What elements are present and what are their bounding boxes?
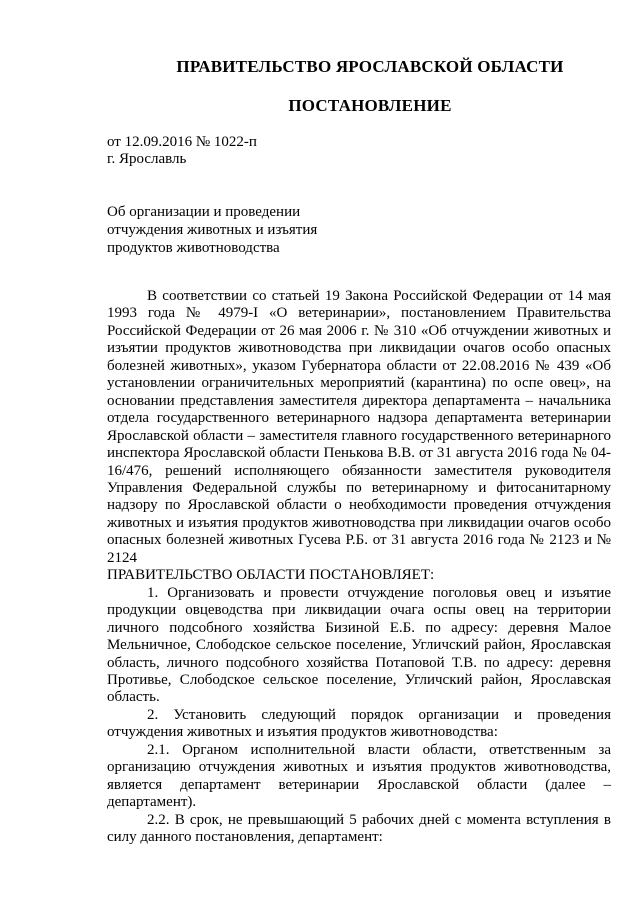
authority-title: ПРАВИТЕЛЬСТВО ЯРОСЛАВСКОЙ ОБЛАСТИ [176, 57, 564, 76]
city: г. Ярославль [107, 151, 187, 167]
item-1-paragraph: 1. Организовать и провести отчуждение поголовья овец и изъятие продукции овцеводства при ликвидации очага оспы овец на территории личного подсобного хозяйства Бизиной Е.Б. по адресу: деревня Малое Мельничное, Слободское сельское поселение, Угличский район, Ярославская область, личного подсобного хозяйства Потаповой Т.В. по адресу: деревня Противье, Слободское сельское поселение, Угличский район, Ярославская область. [107, 584, 611, 706]
preamble-paragraph: В соответствии со статьей 19 Закона Российской Федерации от 14 мая 1993 года № 4979-I «О ветеринарии», постановлением Правительства Российской Федерации от 26 мая 2006 г. № 310 «Об отчуждении животных и изъятии продуктов животноводства при ликвидации очагов особо опасных болезней животных», указом Губернатора области от 22.08.2016 № 439 «Об установлении ограничительных мероприятий (карантина) по оспе овец», на основании представления заместителя директора департамента – начальника отдела государственного ветеринарного надзора департамента ветеринарии Ярославской области – заместителя главного государственного ветеринарного инспектора Ярославской области Пенькова В.В. от 31 августа 2016 года № 04-16/476, решений исполняющего обязанности заместителя руководителя Управления Федеральной службы по ветеринарному и фитосанитарному надзору по Ярославской области о необходимости проведения отчуждения животных и изъятия продуктов животноводства при ликвидации очагов особо опасных болезней животных Гусева Р.Б. от 31 августа 2016 года № 2123 и № 2124 [107, 288, 611, 566]
item-2-paragraph: 2. Установить следующий порядок организации и проведения отчуждения животных и изъятия продуктов животноводства: [107, 706, 611, 741]
document-type-title: ПОСТАНОВЛЕНИЕ [288, 96, 452, 115]
document-body [107, 288, 611, 847]
subject-line: отчуждения животных и изъятия [107, 222, 318, 238]
resolution-heading: ПРАВИТЕЛЬСТВО ОБЛАСТИ ПОСТАНОВЛЯЕТ: [107, 567, 435, 584]
subject-line: Об организации и проведении [107, 204, 301, 220]
item-2-2-paragraph: 2.2. В срок, не превышающий 5 рабочих дней с момента вступления в силу данного постановления, департамент: [107, 811, 611, 846]
document-subject [107, 203, 407, 257]
subject-line: продуктов животноводства [107, 240, 280, 256]
date-and-number: от 12.09.2016 № 1022-п [107, 134, 257, 150]
item-2-1-paragraph: 2.1. Органом исполнительной власти области, ответственным за организацию отчуждения животных и изъятия продуктов животноводства, является департамент ветеринарии Ярославской области (далее – департамент). [107, 741, 611, 811]
